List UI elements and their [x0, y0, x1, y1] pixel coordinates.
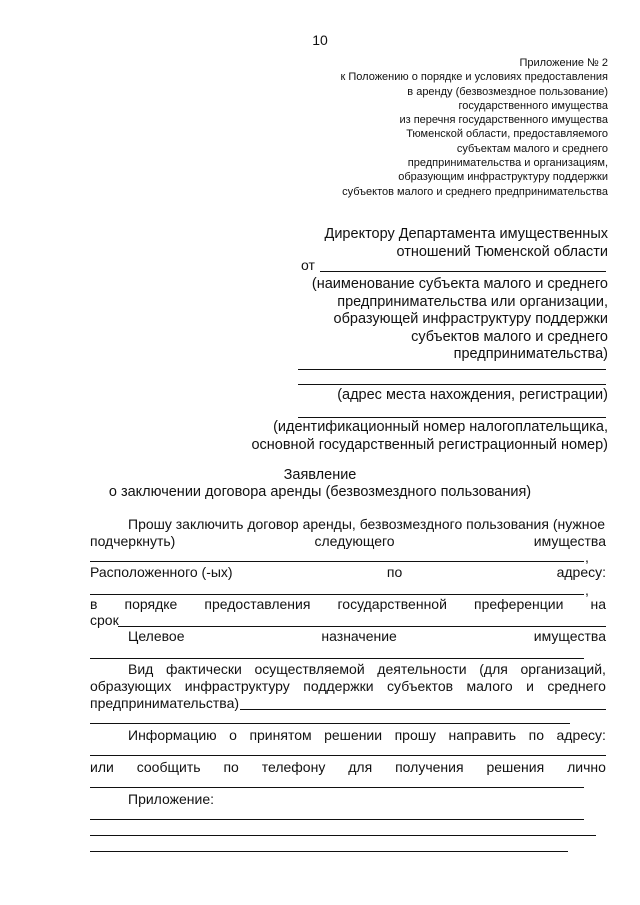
appendix-line: государственного имущества [458, 99, 608, 112]
word: лично [567, 759, 606, 775]
term-field[interactable] [118, 626, 606, 627]
activity-line2 [90, 678, 606, 694]
word: образующих [90, 678, 172, 694]
addressee [325, 226, 608, 261]
location-address-field[interactable] [90, 594, 584, 595]
word: (для [479, 661, 508, 677]
word: и [526, 678, 534, 694]
word: поддержки [303, 678, 374, 694]
word: решении [324, 727, 383, 743]
attachment-field-1[interactable] [90, 819, 584, 820]
para1-line2 [90, 533, 606, 549]
word: о [229, 727, 237, 743]
appendix-line: субъектам малого и среднего [456, 142, 608, 155]
appendix-header [341, 56, 608, 199]
activity-field-2[interactable] [90, 723, 570, 724]
hint-line: (наименование субъекта малого и среднего [311, 276, 608, 292]
word: имущества [533, 533, 606, 549]
word: по [528, 727, 544, 743]
document-subtitle: о заключении договора аренды (безвозмездного пользования) [108, 484, 532, 500]
property-field[interactable] [90, 561, 584, 562]
word: порядке [124, 596, 178, 612]
word: сообщить [136, 759, 201, 775]
hint-line: предпринимательства или организации, [337, 293, 608, 310]
word: решения [486, 759, 545, 775]
word: в [90, 596, 98, 612]
word: на [590, 596, 606, 612]
word: или [90, 759, 114, 775]
word: адресу: [556, 564, 606, 580]
appendix-line: предпринимательства и организациям, [407, 157, 608, 170]
attachment-label: Приложение: [128, 791, 215, 807]
word: Расположенного (-ых) [90, 564, 233, 580]
appendix-line: образующим инфраструктуру поддержки [398, 171, 608, 184]
address-field-line-2[interactable] [298, 384, 606, 385]
word: прошу [394, 727, 436, 743]
appendix-line: Приложение № 2 [519, 57, 608, 69]
addressee-line: Директору Департамента имущественных [324, 226, 608, 242]
reply-address-field[interactable] [90, 755, 606, 756]
hint-line: (идентификационный номер налогоплательщика, [273, 419, 608, 435]
phone-field[interactable] [90, 787, 584, 788]
address-hint: (адрес места нахождения, регистрации) [337, 387, 608, 403]
activity-line1 [128, 661, 606, 677]
appendix-line: из перечня государственного имущества [399, 114, 608, 127]
word: Информацию [128, 727, 217, 743]
word: принятом [249, 727, 312, 743]
word: осуществляемой [254, 661, 365, 677]
from-label: от [301, 257, 315, 273]
word: для [348, 759, 373, 775]
hint-line: предпринимательства) [453, 346, 608, 362]
appendix-line: субъектов малого и среднего предпринимательства [342, 185, 608, 198]
word: назначение [321, 628, 397, 644]
addressee-line: отношений Тюменской области [396, 243, 608, 260]
word: получения [395, 759, 464, 775]
term-label: срок [90, 612, 119, 628]
word: по [386, 564, 403, 580]
document-title: Заявление [283, 467, 357, 483]
word: подчеркнуть) [90, 533, 176, 549]
word: деятельности [377, 661, 467, 677]
appendix-line: Тюменской области, предоставляемого [406, 128, 608, 141]
word: преференции [473, 596, 564, 612]
tax-id-field[interactable] [298, 417, 606, 418]
page-number: 10 [312, 32, 328, 48]
appendix-line: к Положению о порядке и условиях предоставления [340, 71, 608, 84]
appendix-line: в аренду (безвозмездное пользование) [407, 85, 608, 98]
hint-line: образующей инфраструктуру поддержки [333, 311, 608, 327]
address-field-line-1[interactable] [298, 369, 606, 370]
word: Целевое [128, 628, 185, 644]
purpose-line [128, 628, 606, 644]
activity-line3: предпринимательства) [90, 695, 240, 711]
activity-field-1[interactable] [240, 709, 606, 710]
word: малого [466, 678, 513, 694]
hint-line: субъектов малого и среднего [411, 328, 608, 345]
word: имущества [533, 628, 606, 644]
applicant-name-field[interactable] [320, 271, 606, 272]
word: субъектов [387, 678, 454, 694]
located-line [90, 564, 606, 580]
comma: , [585, 582, 589, 598]
para1-line1: Прошу заключить договор аренды, безвозмездного пользования (нужное [128, 516, 606, 532]
word: адресу: [556, 727, 606, 743]
word: направить [448, 727, 517, 743]
word: среднего [547, 678, 606, 694]
comma: , [585, 549, 589, 565]
word: по [223, 759, 239, 775]
word: инфраструктуру [184, 678, 290, 694]
word: государственной [337, 596, 447, 612]
attachment-field-3[interactable] [90, 851, 568, 852]
word: фактически [165, 661, 242, 677]
name-hint [312, 276, 608, 364]
info-line1 [128, 727, 606, 743]
word: следующего [314, 533, 395, 549]
id-hint [251, 419, 608, 454]
word: предоставления [204, 596, 311, 612]
attachment-field-2[interactable] [90, 835, 596, 836]
order-line [90, 596, 606, 612]
word: телефону [261, 759, 326, 775]
purpose-field[interactable] [90, 658, 584, 659]
info-line2 [90, 759, 606, 775]
word: организаций, [520, 661, 606, 677]
hint-line: основной государственный регистрационный номер) [251, 436, 608, 453]
word: Вид [128, 661, 154, 677]
